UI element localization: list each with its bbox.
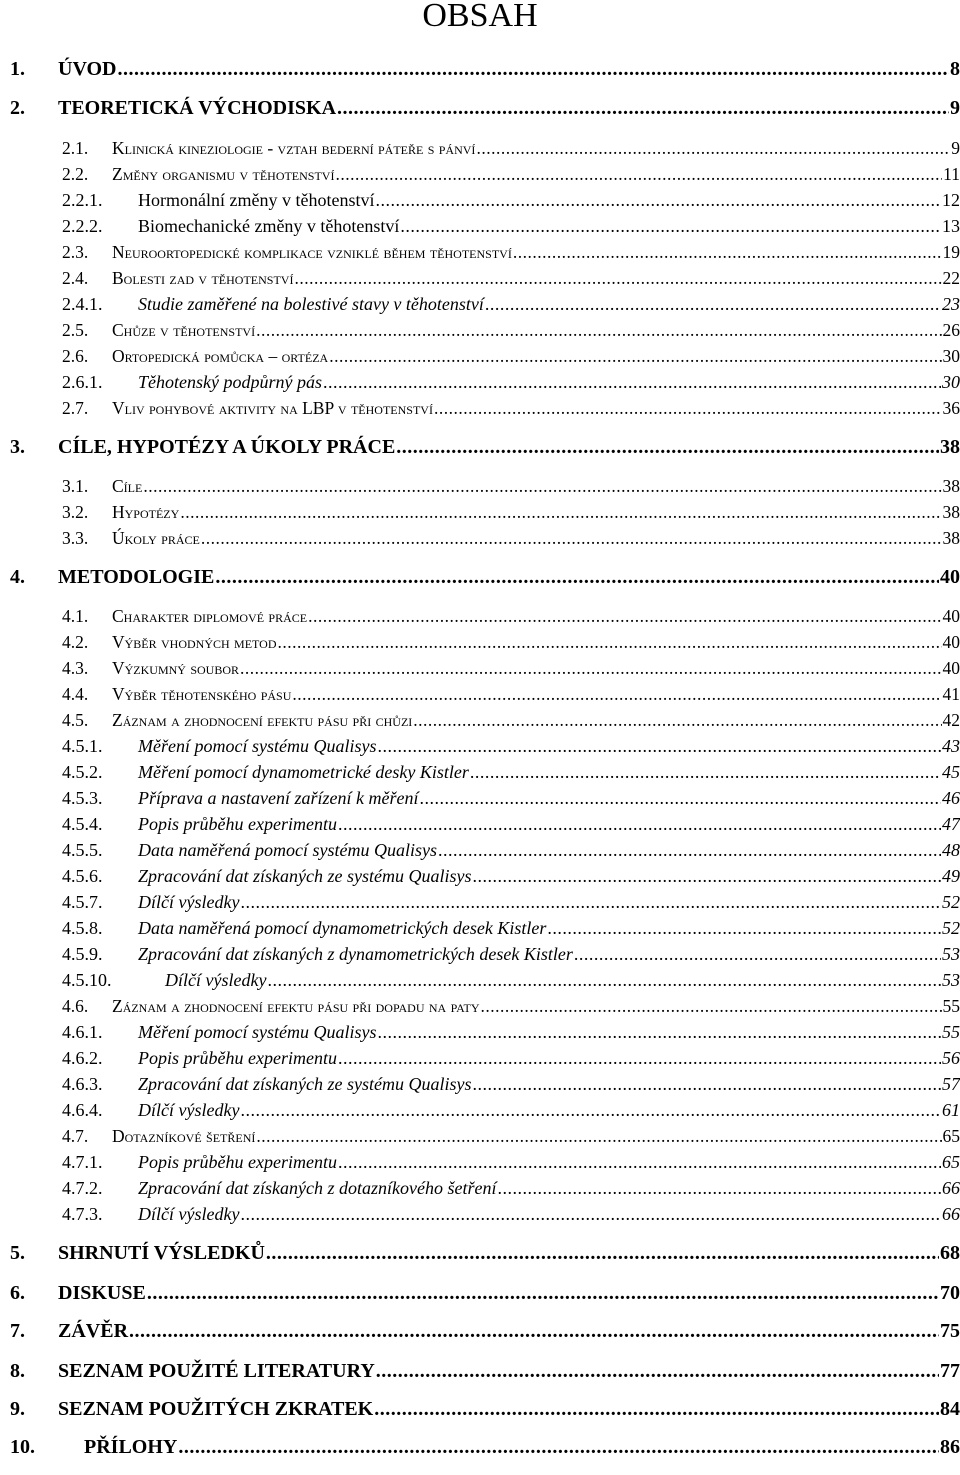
toc-entry-number: 10. xyxy=(10,1436,35,1458)
toc-entry-page: 84 xyxy=(940,1398,960,1420)
toc-entry-page: 66 xyxy=(942,1178,960,1198)
toc-entry-number: 3. xyxy=(10,436,25,458)
toc-entry[interactable] xyxy=(62,684,960,705)
toc-entry-title: Dílčí výsledky xyxy=(165,970,267,990)
toc-leader-dots xyxy=(574,944,941,965)
toc-entry-title: Výběr vhodných metod xyxy=(112,632,277,652)
toc-leader-dots xyxy=(472,1074,941,1095)
toc-entry-page: 40 xyxy=(942,606,960,626)
toc-entry-page: 23 xyxy=(942,294,960,314)
toc-entry-number: 4.4. xyxy=(62,684,89,704)
toc-leader-dots xyxy=(434,398,942,419)
toc-leader-dots xyxy=(396,436,939,459)
toc-entry-number: 4.3. xyxy=(62,658,89,678)
toc-entry-page: 52 xyxy=(942,892,960,912)
toc-entry-title: ZÁVĚR xyxy=(58,1320,129,1342)
toc-entry-page: 40 xyxy=(942,658,960,678)
toc-entry-number: 4.5.5. xyxy=(62,840,103,860)
toc-entry[interactable] xyxy=(62,398,960,419)
toc-entry-title: Popis průběhu experimentu xyxy=(138,1152,337,1172)
toc-leader-dots xyxy=(400,216,941,237)
toc-entry-number: 2.6. xyxy=(62,346,89,366)
toc-leader-dots xyxy=(335,164,942,185)
toc-entry-number: 4.6.1. xyxy=(62,1022,103,1042)
toc-entry-title: ÚVOD xyxy=(58,58,117,80)
toc-leader-dots xyxy=(470,762,941,783)
toc-entry-page: 43 xyxy=(942,736,960,756)
toc-entry-title: Dotazníkové šetření xyxy=(112,1126,256,1146)
toc-leader-dots xyxy=(278,632,942,653)
toc-entry-number: 2.2.2. xyxy=(62,216,103,236)
toc-entry[interactable] xyxy=(62,1048,960,1069)
toc-entry-page: 46 xyxy=(942,788,960,808)
toc-entry[interactable] xyxy=(62,996,960,1017)
toc-entry-title: Ortopedická pomůcka – ortéza xyxy=(112,346,329,366)
toc-entry-number: 2.6.1. xyxy=(62,372,103,392)
toc-entry-page: 19 xyxy=(942,242,960,262)
toc-entry-page: 26 xyxy=(942,320,960,340)
toc-entry[interactable] xyxy=(62,164,960,185)
toc-entry[interactable] xyxy=(62,632,960,653)
toc-entry-number: 4.7.1. xyxy=(62,1152,103,1172)
toc-entry-number: 9. xyxy=(10,1398,25,1420)
toc-entry-page: 40 xyxy=(942,632,960,652)
toc-entry-title: Cíle xyxy=(112,476,143,496)
toc-entry[interactable] xyxy=(62,788,960,809)
toc-leader-dots xyxy=(485,294,941,315)
toc-entry-number: 4.5.4. xyxy=(62,814,103,834)
toc-entry-number: 2. xyxy=(10,97,25,119)
toc-entry-number: 4.6.3. xyxy=(62,1074,103,1094)
toc-entry-number: 3.3. xyxy=(62,528,89,548)
toc-entry-number: 2.4. xyxy=(62,268,89,288)
toc-leader-dots xyxy=(337,97,949,120)
toc-entry-title: Data naměřená pomocí dynamometrických desek Kistler xyxy=(138,918,547,938)
toc-entry-number: 1. xyxy=(10,58,25,80)
toc-entry-title: Zpracování dat získaných z dotazníkového šetření xyxy=(138,1178,497,1198)
toc-entry-title: Bolesti zad v těhotenství xyxy=(112,268,294,288)
toc-leader-dots xyxy=(308,606,941,627)
toc-leader-dots xyxy=(267,970,941,991)
toc-entry-page: 38 xyxy=(942,528,960,548)
toc-entry-title: DISKUSE xyxy=(58,1282,146,1304)
toc-leader-dots xyxy=(374,1398,939,1421)
toc-entry-number: 4.1. xyxy=(62,606,89,626)
toc-entry-page: 38 xyxy=(942,476,960,496)
toc-leader-dots xyxy=(201,528,942,549)
toc-leader-dots xyxy=(147,1282,939,1305)
toc-leader-dots xyxy=(376,1360,939,1383)
toc-leader-dots xyxy=(476,138,950,159)
toc-entry[interactable] xyxy=(62,1074,960,1095)
toc-entry-title: Data naměřená pomocí systému Qualisys xyxy=(138,840,437,860)
toc-leader-dots xyxy=(472,866,941,887)
toc-entry-title: PŘÍLOHY xyxy=(84,1436,178,1458)
toc-entry-title: Biomechanické změny v těhotenství xyxy=(138,216,400,236)
toc-entry-title: Měření pomocí systému Qualisys xyxy=(138,1022,377,1042)
toc-entry-page: 38 xyxy=(942,502,960,522)
toc-entry[interactable] xyxy=(10,436,960,459)
toc-entry[interactable] xyxy=(10,58,960,81)
toc-entry[interactable] xyxy=(62,710,960,731)
toc-entry-number: 4.6.4. xyxy=(62,1100,103,1120)
toc-entry[interactable] xyxy=(62,1126,960,1147)
toc-entry-title: Dílčí výsledky xyxy=(138,892,240,912)
toc-leader-dots xyxy=(513,242,942,263)
toc-leader-dots xyxy=(323,372,941,393)
toc-entry-number: 4.5.8. xyxy=(62,918,103,938)
toc-entry[interactable] xyxy=(62,892,960,913)
toc-leader-dots xyxy=(178,1436,939,1459)
toc-entry-page: 57 xyxy=(942,1074,960,1094)
toc-leader-dots xyxy=(413,710,941,731)
toc-entry-page: 36 xyxy=(942,398,960,418)
toc-entry-number: 4.5.6. xyxy=(62,866,103,886)
toc-entry[interactable] xyxy=(62,1100,960,1121)
toc-entry-page: 53 xyxy=(942,944,960,964)
toc-entry-page: 42 xyxy=(942,710,960,730)
toc-entry-title: Zpracování dat získaných ze systému Qualisys xyxy=(138,866,472,886)
toc-entry[interactable] xyxy=(62,1178,960,1199)
toc-entry[interactable] xyxy=(10,1320,960,1343)
toc-entry-page: 77 xyxy=(940,1360,960,1382)
toc-entry-page: 70 xyxy=(940,1282,960,1304)
toc-entry[interactable] xyxy=(62,658,960,679)
toc-entry-number: 5. xyxy=(10,1242,25,1264)
toc-entry[interactable] xyxy=(10,1360,960,1383)
toc-entry[interactable] xyxy=(62,736,960,757)
toc-entry[interactable] xyxy=(62,1022,960,1043)
toc-entry-number: 4.7.2. xyxy=(62,1178,103,1198)
toc-entry-number: 4.5.9. xyxy=(62,944,103,964)
toc-entry-number: 2.3. xyxy=(62,242,89,262)
toc-leader-dots xyxy=(497,1178,941,1199)
toc-leader-dots xyxy=(143,476,941,497)
toc-entry[interactable] xyxy=(62,1204,960,1225)
toc-entry-page: 30 xyxy=(942,346,960,366)
toc-entry-title: Výběr těhotenského pásu xyxy=(112,684,292,704)
toc-leader-dots xyxy=(256,320,941,341)
toc-entry-page: 48 xyxy=(942,840,960,860)
toc-entry-title: SHRNUTÍ VÝSLEDKŮ xyxy=(58,1242,265,1264)
toc-entry-title: Těhotenský podpůrný pás xyxy=(138,372,322,392)
toc-entry-title: Změny organismu v těhotenství xyxy=(112,164,335,184)
toc-leader-dots xyxy=(294,268,941,289)
toc-entry-page: 61 xyxy=(942,1100,960,1120)
toc-entry-title: Charakter diplomové práce xyxy=(112,606,308,626)
toc-entry[interactable] xyxy=(62,944,960,965)
toc-leader-dots xyxy=(329,346,941,367)
toc-entry-title: Dílčí výsledky xyxy=(138,1204,240,1224)
toc-entry[interactable] xyxy=(10,97,960,120)
toc-entry[interactable] xyxy=(62,216,960,237)
toc-entry-title: Neuroortopedické komplikace vzniklé během těhotenství xyxy=(112,242,512,262)
toc-entry[interactable] xyxy=(10,1242,960,1265)
toc-leader-dots xyxy=(215,566,939,589)
toc-entry-page: 65 xyxy=(942,1126,960,1146)
toc-entry-title: Záznam a zhodnocení efektu pásu při chůzi xyxy=(112,710,413,730)
toc-entry-title: Klinická kineziologie - vztah bederní páteře s pánví xyxy=(112,138,476,158)
toc-entry[interactable] xyxy=(62,970,960,991)
toc-entry[interactable] xyxy=(10,1436,960,1459)
page-title: OBSAH xyxy=(422,0,538,34)
toc-leader-dots xyxy=(419,788,941,809)
toc-entry-title: Záznam a zhodnocení efektu pásu při dopadu na paty xyxy=(112,996,480,1016)
toc-entry-number: 2.1. xyxy=(62,138,89,158)
toc-entry-title: Studie zaměřené na bolestivé stavy v těhotenství xyxy=(138,294,484,314)
toc-entry-number: 4.7.3. xyxy=(62,1204,103,1224)
toc-entry-page: 11 xyxy=(943,164,960,184)
toc-leader-dots xyxy=(240,1204,941,1225)
toc-entry-page: 12 xyxy=(942,190,960,210)
toc-entry[interactable] xyxy=(10,566,960,589)
toc-entry-page: 8 xyxy=(950,58,960,80)
toc-entry-number: 6. xyxy=(10,1282,25,1304)
toc-entry-title: TEORETICKÁ VÝCHODISKA xyxy=(58,97,337,119)
toc-entry-page: 13 xyxy=(942,216,960,236)
toc-entry-number: 2.7. xyxy=(62,398,89,418)
toc-entry-page: 38 xyxy=(940,436,960,458)
toc-entry-number: 2.2.1. xyxy=(62,190,103,210)
toc-entry-number: 4.5.2. xyxy=(62,762,103,782)
toc-entry-page: 66 xyxy=(942,1204,960,1224)
toc-leader-dots xyxy=(377,736,941,757)
toc-entry-number: 4.5.1. xyxy=(62,736,103,756)
toc-entry[interactable] xyxy=(62,476,960,497)
toc-entry-title: Příprava a nastavení zařízení k měření xyxy=(138,788,419,808)
toc-entry[interactable] xyxy=(62,1152,960,1173)
toc-entry[interactable] xyxy=(62,840,960,861)
toc-entry[interactable] xyxy=(62,866,960,887)
toc-entry-title: Zpracování dat získaných z dynamometrických desek Kistler xyxy=(138,944,573,964)
toc-entry-page: 75 xyxy=(940,1320,960,1342)
toc-leader-dots xyxy=(240,1100,941,1121)
toc-entry-page: 52 xyxy=(942,918,960,938)
toc-entry-page: 47 xyxy=(942,814,960,834)
toc-entry-page: 65 xyxy=(942,1152,960,1172)
toc-entry-number: 4.7. xyxy=(62,1126,89,1146)
toc-entry-title: Úkoly práce xyxy=(112,528,200,548)
toc-entry[interactable] xyxy=(62,606,960,627)
toc-entry-page: 40 xyxy=(940,566,960,588)
toc-entry-number: 2.2. xyxy=(62,164,89,184)
toc-entry-number: 3.2. xyxy=(62,502,89,522)
toc-entry-number: 4. xyxy=(10,566,25,588)
toc-leader-dots xyxy=(180,502,941,523)
toc-entry-title: Dílčí výsledky xyxy=(138,1100,240,1120)
toc-entry-title: CÍLE, HYPOTÉZY A ÚKOLY PRÁCE xyxy=(58,436,396,458)
toc-entry-page: 53 xyxy=(942,970,960,990)
toc-entry[interactable] xyxy=(10,1282,960,1305)
toc-entry[interactable] xyxy=(62,502,960,523)
toc-leader-dots xyxy=(240,892,941,913)
toc-entry-number: 2.4.1. xyxy=(62,294,103,314)
toc-entry-title: SEZNAM POUŽITÉ LITERATURY xyxy=(58,1360,375,1382)
toc-entry-title: Popis průběhu experimentu xyxy=(138,814,337,834)
toc-entry[interactable] xyxy=(62,138,960,159)
toc-entry-number: 4.6.2. xyxy=(62,1048,103,1068)
toc-entry-page: 45 xyxy=(942,762,960,782)
toc-entry[interactable] xyxy=(62,320,960,341)
toc-leader-dots xyxy=(338,1048,941,1069)
toc-entry[interactable] xyxy=(62,762,960,783)
toc-entry-page: 9 xyxy=(951,138,960,158)
toc-entry-page: 41 xyxy=(942,684,960,704)
toc-leader-dots xyxy=(438,840,941,861)
toc-entry-page: 49 xyxy=(942,866,960,886)
toc-entry-page: 30 xyxy=(942,372,960,392)
toc-entry-page: 55 xyxy=(942,996,960,1016)
toc-entry[interactable] xyxy=(62,372,960,393)
toc-leader-dots xyxy=(118,58,950,81)
toc-leader-dots xyxy=(338,814,941,835)
toc-entry-title: Výzkumný soubor xyxy=(112,658,240,678)
toc-entry[interactable] xyxy=(62,346,960,367)
toc-entry-page: 86 xyxy=(940,1436,960,1458)
toc-entry-page: 68 xyxy=(940,1242,960,1264)
toc-entry[interactable] xyxy=(62,190,960,211)
toc-entry[interactable] xyxy=(62,268,960,289)
toc-entry-page: 9 xyxy=(950,97,960,119)
toc-entry-number: 4.5.10. xyxy=(62,970,112,990)
toc-entry[interactable] xyxy=(62,294,960,315)
toc-leader-dots xyxy=(292,684,941,705)
toc-leader-dots xyxy=(240,658,941,679)
toc-entry-page: 22 xyxy=(942,268,960,288)
toc-entry[interactable] xyxy=(62,814,960,835)
toc-entry-page: 56 xyxy=(942,1048,960,1068)
toc-entry-title: SEZNAM POUŽITÝCH ZKRATEK xyxy=(58,1398,374,1420)
toc-entry-title: Hormonální změny v těhotenství xyxy=(138,190,375,210)
toc-entry[interactable] xyxy=(10,1398,960,1421)
toc-entry-number: 4.5. xyxy=(62,710,89,730)
toc-leader-dots xyxy=(256,1126,941,1147)
toc-entry[interactable] xyxy=(62,242,960,263)
toc-entry-title: Chůze v těhotenství xyxy=(112,320,256,340)
toc-entry-title: METODOLOGIE xyxy=(58,566,215,588)
toc-leader-dots xyxy=(377,1022,941,1043)
toc-entry-title: Měření pomocí dynamometrické desky Kistler xyxy=(138,762,469,782)
toc-entry-number: 4.6. xyxy=(62,996,89,1016)
toc-entry-title: Popis průběhu experimentu xyxy=(138,1048,337,1068)
toc-entry-number: 4.5.7. xyxy=(62,892,103,912)
toc-leader-dots xyxy=(375,190,941,211)
toc-leader-dots xyxy=(547,918,941,939)
toc-entry-number: 3.1. xyxy=(62,476,89,496)
toc-entry-title: Zpracování dat získaných ze systému Qualisys xyxy=(138,1074,472,1094)
toc-entry-title: Hypotézy xyxy=(112,502,180,522)
toc-entry-number: 7. xyxy=(10,1320,25,1342)
toc-leader-dots xyxy=(129,1320,939,1343)
toc-entry[interactable] xyxy=(62,528,960,549)
toc-entry-number: 4.2. xyxy=(62,632,89,652)
toc-entry-page: 55 xyxy=(942,1022,960,1042)
toc-entry-number: 8. xyxy=(10,1360,25,1382)
toc-leader-dots xyxy=(266,1242,939,1265)
toc-entry-title: Měření pomocí systému Qualisys xyxy=(138,736,377,756)
toc-entry-number: 4.5.3. xyxy=(62,788,103,808)
toc-leader-dots xyxy=(481,996,942,1017)
toc-entry[interactable] xyxy=(62,918,960,939)
toc-entry-title: Vliv pohybové aktivity na LBP v těhotenství xyxy=(112,398,433,418)
toc-entry-number: 2.5. xyxy=(62,320,89,340)
toc-leader-dots xyxy=(338,1152,941,1173)
